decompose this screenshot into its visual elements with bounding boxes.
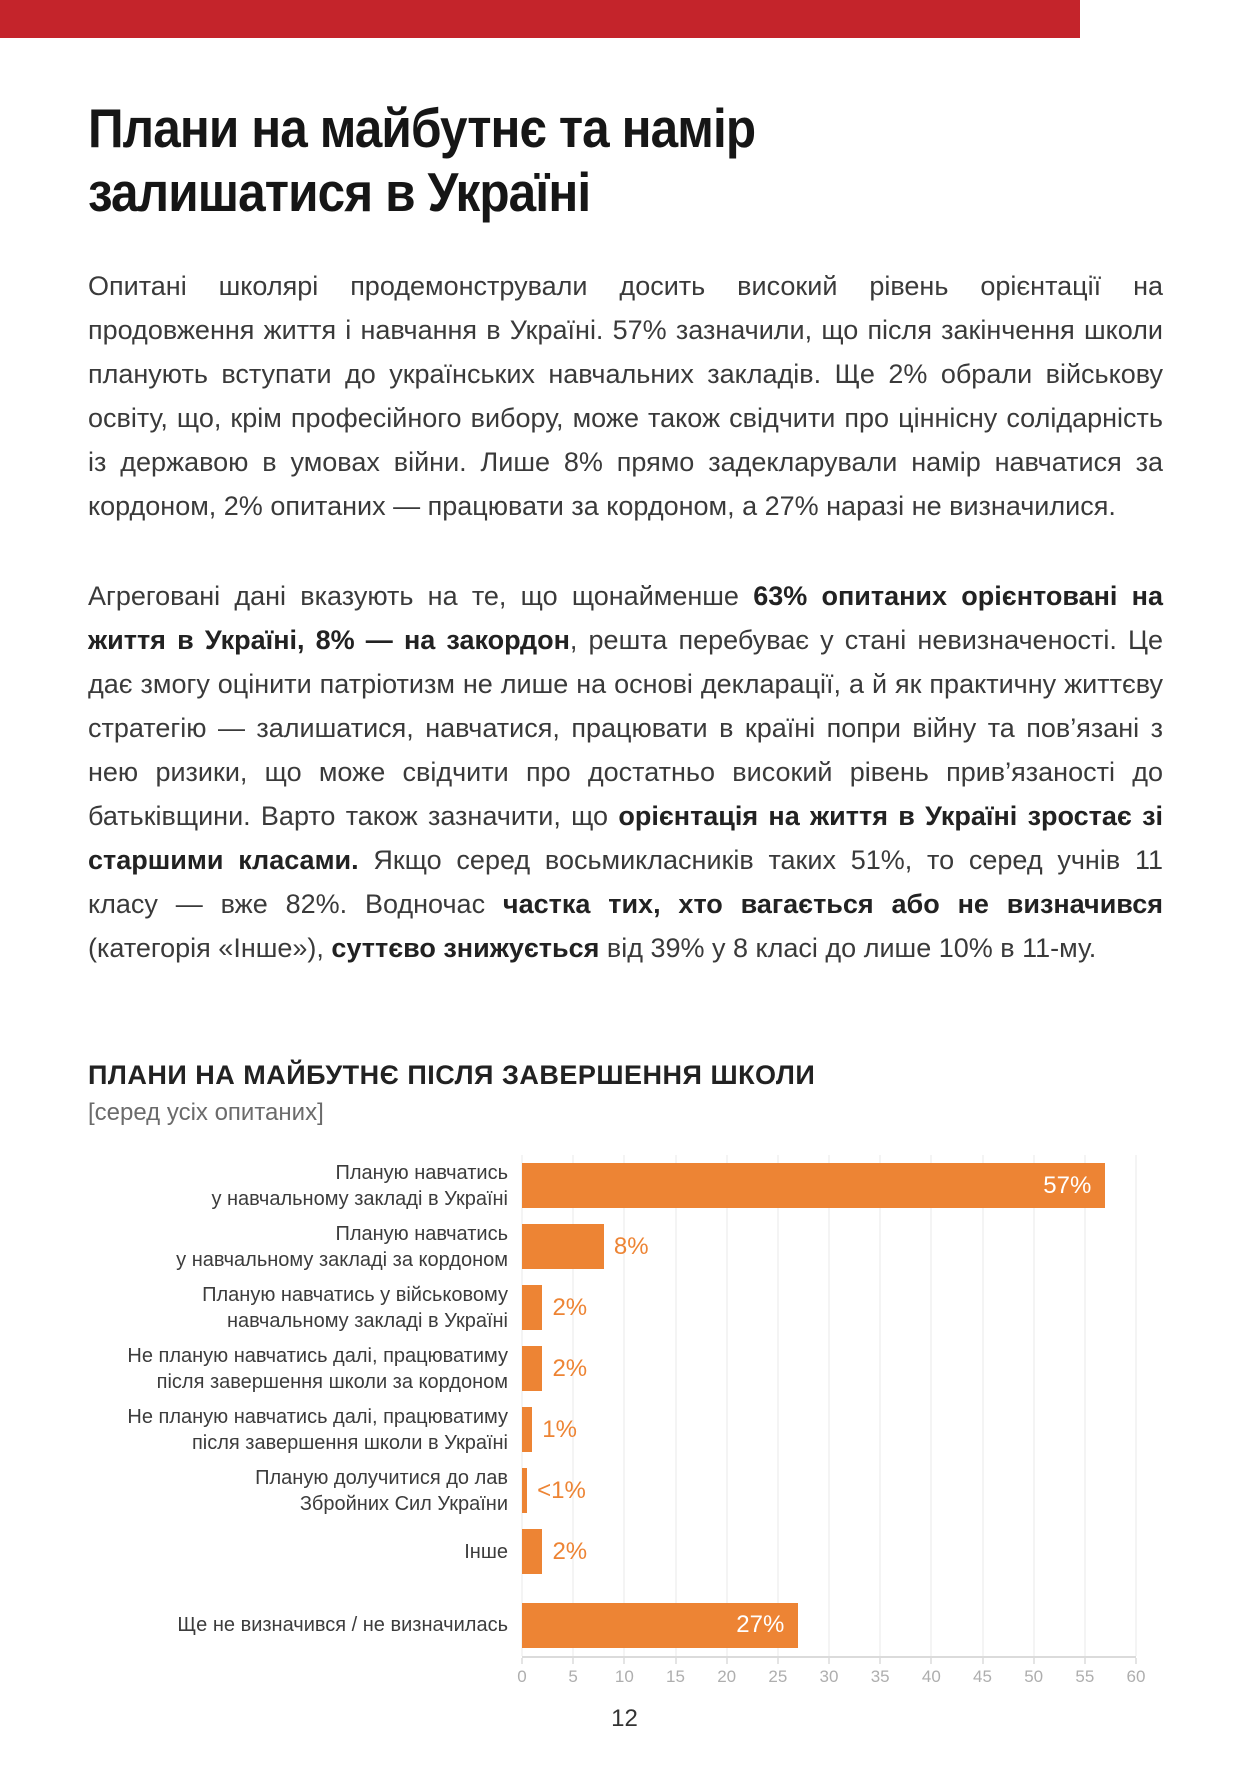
bar-track	[522, 1277, 1136, 1338]
body-paragraph: Агреговані дані вказують на те, що щонайменше 63% опитаних орієнтовані на життя в Україні, 8% — на закордон, решта перебуває у стані невизначеності. Це дає змогу оцінити патріотизм не лише на основі декларації, а й як практичну життєву стратегію — залишатися, навчатися, працювати в країні попри війну та пов’язані з нею ризики, що може свідчити про достатньо високий рівень прив’язаності до батьківщини. Варто також зазначити, що орієнтація на життя в Україні зростає зі старшими класами. Якщо серед восьмикласників таких 51%, то серед учнів 11 класу — вже 82%. Водночас частка тих, хто вагається або не визначився (категорія «Інше»), суттєво знижується від 39% у 8 класі до лише 10% в 11-му.	[88, 581, 1164, 963]
bar	[522, 1224, 604, 1269]
page-title-line-2: залишатися в Україні	[88, 161, 591, 223]
body-paragraph: Опитані школярі продемонстрували досить високий рівень орієнтації на продовження життя і навчання в Україні. 57% зазначили, що після закінчення школи планують вступати до українських навчальних закладів. Ще 2% обрали військову освіту, що, крім професійного вибору, може також свідчити про ціннісну солідарність із державою в умовах війни. Лише 8% прямо задекларували намір навчатися за кордоном, 2% опитаних — працювати за кордоном, а 27% наразі не визначилися.	[88, 271, 1163, 521]
value-label: <1%	[537, 1476, 586, 1504]
tick-mark	[777, 1658, 778, 1664]
header-bar	[0, 0, 1080, 38]
bar	[522, 1163, 1105, 1208]
tick-mark	[573, 1658, 574, 1664]
value-label: 1%	[542, 1415, 577, 1443]
value-label: 2%	[552, 1293, 588, 1321]
category-label: Не планую навчатись далі, працюватиму після завершення школи за кордоном	[127, 1344, 508, 1393]
bar-track	[522, 1338, 1136, 1399]
chart-row	[88, 1155, 1136, 1216]
page-title	[88, 96, 1056, 224]
bar-track	[522, 1460, 1136, 1521]
value-label: 2%	[552, 1537, 588, 1565]
chart-heading: ПЛАНИ НА МАЙБУТНЄ ПІСЛЯ ЗАВЕРШЕННЯ ШКОЛИ	[88, 1060, 816, 1090]
tick-label: 35	[870, 1667, 890, 1686]
bar-track	[522, 1399, 1136, 1460]
tick-label: 45	[973, 1667, 992, 1686]
tick-label: 25	[768, 1667, 788, 1686]
value-label: 57%	[1043, 1171, 1092, 1199]
category-label: Інше	[464, 1540, 508, 1563]
tick-label: 60	[1126, 1667, 1146, 1686]
category-label: Планую навчатись у навчальному закладі за кордоном	[176, 1222, 508, 1271]
bar-track	[522, 1594, 1136, 1656]
tick-label: 5	[568, 1667, 578, 1686]
chart-row	[88, 1460, 1136, 1521]
bar-track	[522, 1155, 1136, 1216]
bar-chart	[88, 1155, 1146, 1692]
tick-mark	[829, 1658, 830, 1664]
tick-mark	[931, 1658, 932, 1664]
tick-label: 30	[819, 1667, 839, 1686]
category-label: Ще не визначився / не визначилась	[177, 1614, 508, 1636]
tick-label: 0	[517, 1667, 527, 1686]
x-axis	[517, 1656, 1146, 1692]
tick-mark	[624, 1658, 625, 1664]
chart-row	[88, 1216, 1136, 1277]
tick-label: 20	[717, 1667, 737, 1686]
tick-mark	[1136, 1658, 1137, 1664]
bar-track	[522, 1521, 1136, 1582]
category-label: Планую навчатись у військовому навчальному закладі в Україні	[202, 1283, 508, 1332]
tick-label: 10	[614, 1667, 634, 1686]
chart-row	[88, 1399, 1136, 1460]
chart-subtitle: [серед усіх опитаних]	[88, 1099, 324, 1126]
page-title-line-1: Плани на майбутнє та намір	[88, 97, 756, 159]
bar-track	[522, 1216, 1136, 1277]
chart-row	[88, 1338, 1136, 1399]
category-label: Не планую навчатись далі, працюватиму після завершення школи в Україні	[127, 1405, 508, 1454]
bar	[522, 1468, 527, 1513]
value-label: 8%	[613, 1232, 649, 1260]
tick-label: 55	[1075, 1667, 1095, 1686]
body-text	[88, 264, 1163, 970]
tick-mark	[1084, 1658, 1085, 1664]
chart-row	[88, 1277, 1136, 1338]
page-number: 12	[611, 1705, 638, 1732]
chart-row	[88, 1521, 1136, 1582]
page-content	[88, 38, 1163, 1692]
tick-mark	[1033, 1658, 1034, 1664]
bar	[522, 1407, 532, 1452]
tick-label: 40	[921, 1667, 941, 1686]
tick-mark	[675, 1658, 676, 1664]
value-label: 27%	[736, 1611, 785, 1638]
category-label: Планую навчатись у навчальному закладі в Україні	[211, 1161, 508, 1210]
bar	[522, 1285, 542, 1330]
value-label: 2%	[552, 1354, 588, 1382]
tick-mark	[522, 1658, 523, 1664]
category-label: Планую долучитися до лав Збройних Сил України	[255, 1466, 508, 1515]
tick-label: 50	[1024, 1667, 1044, 1686]
tick-mark	[880, 1658, 881, 1664]
bar	[522, 1529, 542, 1574]
tick-mark	[982, 1658, 983, 1664]
bar	[522, 1603, 798, 1648]
bar	[522, 1346, 542, 1391]
tick-mark	[726, 1658, 727, 1664]
tick-label: 15	[666, 1667, 685, 1686]
chart-row	[88, 1594, 1136, 1656]
